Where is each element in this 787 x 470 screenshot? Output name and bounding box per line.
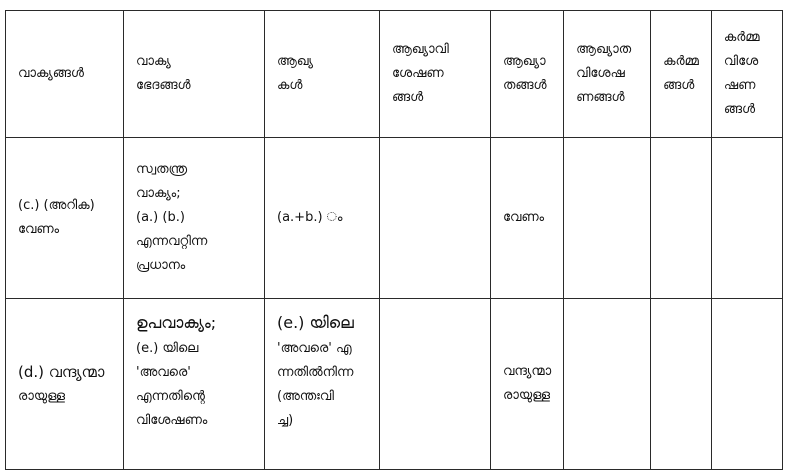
header-text: ങ്ങൾ: [392, 90, 424, 105]
header-row: [6, 11, 783, 138]
header-text: ണങ്ങൾ: [576, 90, 625, 105]
header-cell-subjects: [265, 11, 380, 138]
cell-text: എന്നതിന്റെ: [136, 389, 205, 404]
cell-predicate: [491, 299, 564, 470]
header-text: വിശേ: [723, 54, 759, 69]
header-cell-predicate-modifiers: [564, 11, 651, 138]
header-cell-object-modifiers: [711, 11, 782, 138]
header-text: ആഖ്യാവി: [392, 42, 449, 57]
header-text: കർമ്മ: [723, 30, 760, 45]
header-text: ഭേദങ്ങൾ: [136, 78, 191, 93]
header-cell-sentences: [6, 11, 124, 138]
sentence-analysis-table: [5, 10, 783, 470]
cell-text: (c.) (അറിക): [18, 198, 95, 213]
cell-text: (അന്തഃവി: [277, 389, 334, 404]
cell-text: ന്നതിൽനിന്ന: [277, 365, 354, 380]
header-text: ശേഷണ: [392, 66, 444, 81]
cell-object-modifier: [711, 138, 782, 299]
header-cell-subject-modifiers: [380, 11, 491, 138]
cell-text: (e.) യിലെ: [136, 341, 199, 356]
cell-text: വാക്യം;: [136, 186, 181, 201]
cell-sentence-type: [124, 299, 265, 470]
cell-text: വന്ദ്യന്മാ: [503, 364, 552, 379]
cell-subject: [265, 299, 380, 470]
header-text: ഷണ: [723, 78, 756, 93]
header-cell-sentence-types: [124, 11, 265, 138]
header-text: ആഖ്യ: [277, 54, 313, 69]
cell-text: (d.) വന്ദ്യന്മാ: [18, 363, 105, 381]
cell-text: (e.) യിലെ: [277, 313, 354, 332]
cell-text: സ്വതന്ത്ര: [136, 162, 188, 177]
header-text: കൾ: [277, 78, 303, 93]
header-text: ആഖ്യാത: [576, 42, 632, 57]
cell-predicate: [491, 138, 564, 299]
header-text: തങ്ങൾ: [503, 78, 547, 93]
header-text: ങ്ങൾ: [663, 78, 695, 93]
header-cell-objects: [651, 11, 712, 138]
cell-object: [651, 138, 712, 299]
cell-text: എന്നവറ്റിന്ന: [136, 234, 208, 249]
cell-text: വേണം: [503, 210, 545, 225]
cell-text: രായുള്ള: [503, 388, 551, 403]
cell-subject: [265, 138, 380, 299]
header-text: കർമ്മ: [663, 54, 699, 69]
cell-sentence: [6, 138, 124, 299]
cell-text: ഉപവാക്യം;: [136, 313, 217, 332]
header-text: ങ്ങൾ: [723, 102, 756, 117]
header-cell-predicates: [491, 11, 564, 138]
cell-sentence-type: [124, 138, 265, 299]
cell-text: 'അവരെ' എ: [277, 341, 352, 356]
cell-subject-modifier: [380, 299, 491, 470]
cell-subject-modifier: [380, 138, 491, 299]
cell-text: (a.+b.) ം: [277, 210, 343, 225]
cell-predicate-modifier: [564, 299, 651, 470]
cell-text: വേണം: [18, 222, 60, 237]
table-row: [6, 138, 783, 299]
cell-text: ച്ച): [277, 413, 294, 428]
cell-text: പ്രധാനം: [136, 258, 186, 273]
cell-object-modifier: [711, 299, 782, 470]
header-text: ആഖ്യാ: [503, 54, 546, 69]
cell-text: രായുള്ള: [18, 389, 66, 404]
cell-text: വിശേഷണം: [136, 413, 208, 428]
header-text: വാക്യങ്ങൾ: [18, 66, 84, 81]
header-text: വിശേഷ: [576, 66, 625, 81]
cell-text: (a.) (b.): [136, 210, 185, 225]
cell-predicate-modifier: [564, 138, 651, 299]
cell-object: [651, 299, 712, 470]
cell-sentence: [6, 299, 124, 470]
header-text: വാക്യ: [136, 54, 171, 69]
cell-text: 'അവരെ': [136, 365, 191, 380]
table-row: [6, 299, 783, 470]
